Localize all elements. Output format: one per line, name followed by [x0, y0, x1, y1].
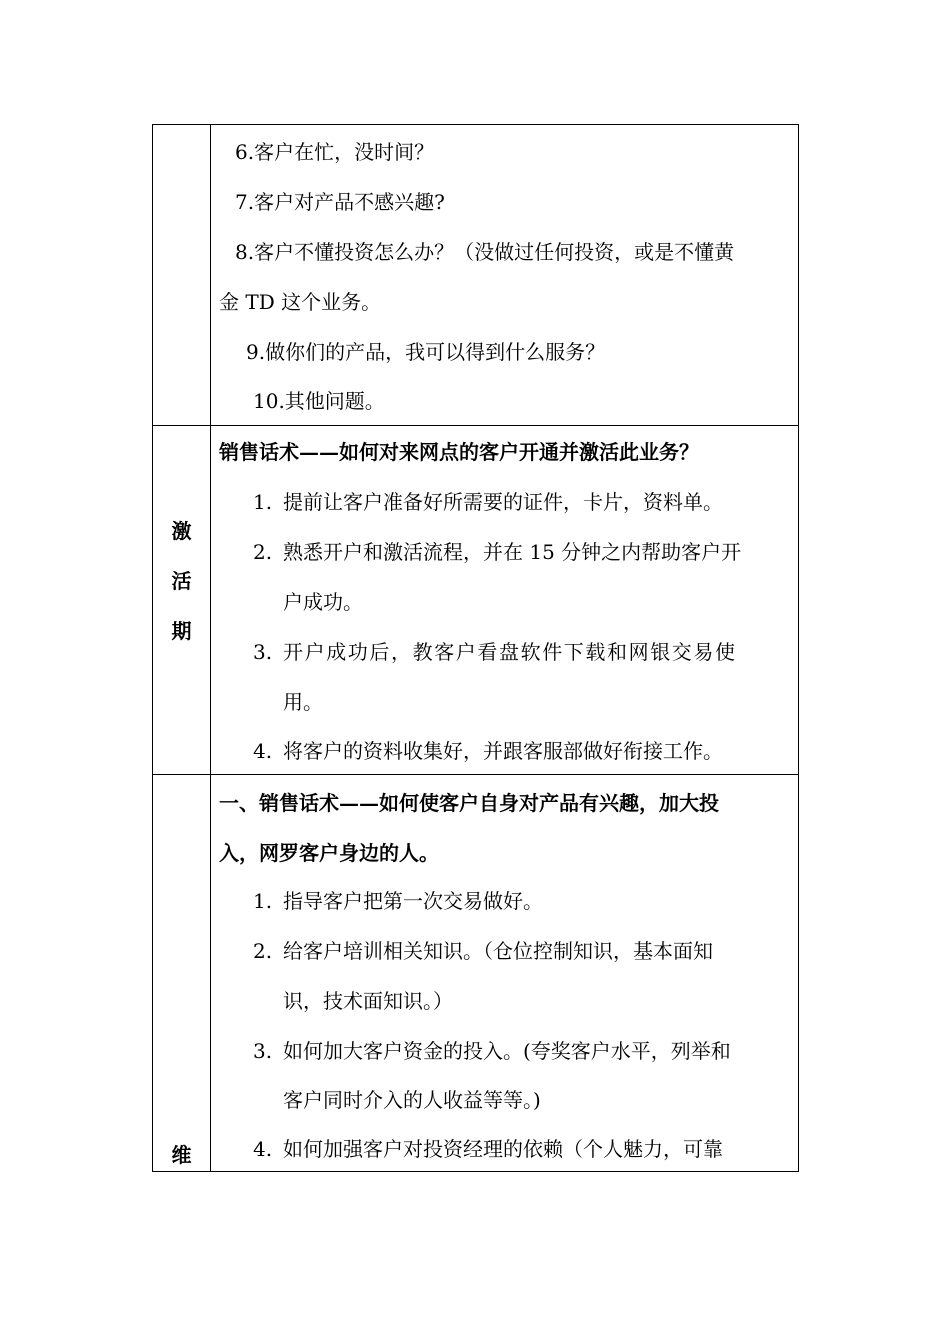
question-item-10: 10.其他问题。	[253, 389, 385, 413]
list-number: 4.	[253, 739, 273, 763]
list-number: 2.	[253, 540, 273, 564]
section-heading: 销售话术——如何对来网点的客户开通并激活此业务？	[219, 440, 699, 464]
section-label-char: 激	[171, 519, 192, 543]
list-item-line: 如何加大客户资金的投入。(夸奖客户水平，列举和	[283, 1039, 731, 1063]
section-heading-continued: 入，网罗客户身边的人。	[219, 841, 439, 865]
list-item-line: 户成功。	[283, 590, 363, 614]
list-number: 2.	[253, 939, 273, 963]
question-item-8: 8.客户不懂投资怎么办？（没做过任何投资，或是不懂黄	[235, 240, 735, 264]
list-item-line: 客户同时介入的人收益等等。)	[283, 1088, 541, 1112]
list-number: 3.	[253, 640, 273, 664]
section-label-char: 期	[171, 619, 192, 643]
section-heading: 一、销售话术——如何使客户自身对产品有兴趣，加大投	[219, 791, 719, 815]
question-item-6: 6.客户在忙，没时间？	[235, 140, 435, 164]
list-number: 4.	[253, 1137, 273, 1161]
section-label-char: 活	[171, 569, 192, 593]
section-label-char: 维	[171, 1143, 192, 1167]
list-item-line: 识，技术面知识。）	[283, 989, 453, 1013]
list-item-line: 提前让客户准备好所需要的证件，卡片，资料单。	[283, 490, 723, 514]
list-number: 1.	[253, 490, 273, 514]
list-item-line: 将客户的资料收集好，并跟客服部做好衔接工作。	[283, 739, 723, 763]
list-number: 1.	[253, 889, 273, 913]
content-table	[152, 124, 799, 1172]
row-divider-1	[153, 425, 798, 426]
list-item-line: 指导客户把第一次交易做好。	[283, 889, 543, 913]
question-item-9: 9.做你们的产品，我可以得到什么服务？	[246, 340, 606, 364]
list-item-line: 给客户培训相关知识。（仓位控制知识，基本面知	[283, 939, 713, 963]
list-number: 3.	[253, 1039, 273, 1063]
list-item-line: 开户成功后，教客户看盘软件下载和网银交易使	[283, 640, 737, 664]
list-item-line: 如何加强客户对投资经理的依赖（个人魅力，可靠	[283, 1137, 723, 1161]
list-item-line: 熟悉开户和激活流程，并在 15 分钟之内帮助客户开	[283, 540, 742, 564]
question-item-8-continued: 金 TD 这个业务。	[219, 290, 382, 314]
row-divider-2	[153, 774, 798, 775]
column-divider	[210, 125, 211, 1171]
list-item-line: 用。	[283, 690, 323, 714]
question-item-7: 7.客户对产品不感兴趣?	[235, 190, 445, 214]
